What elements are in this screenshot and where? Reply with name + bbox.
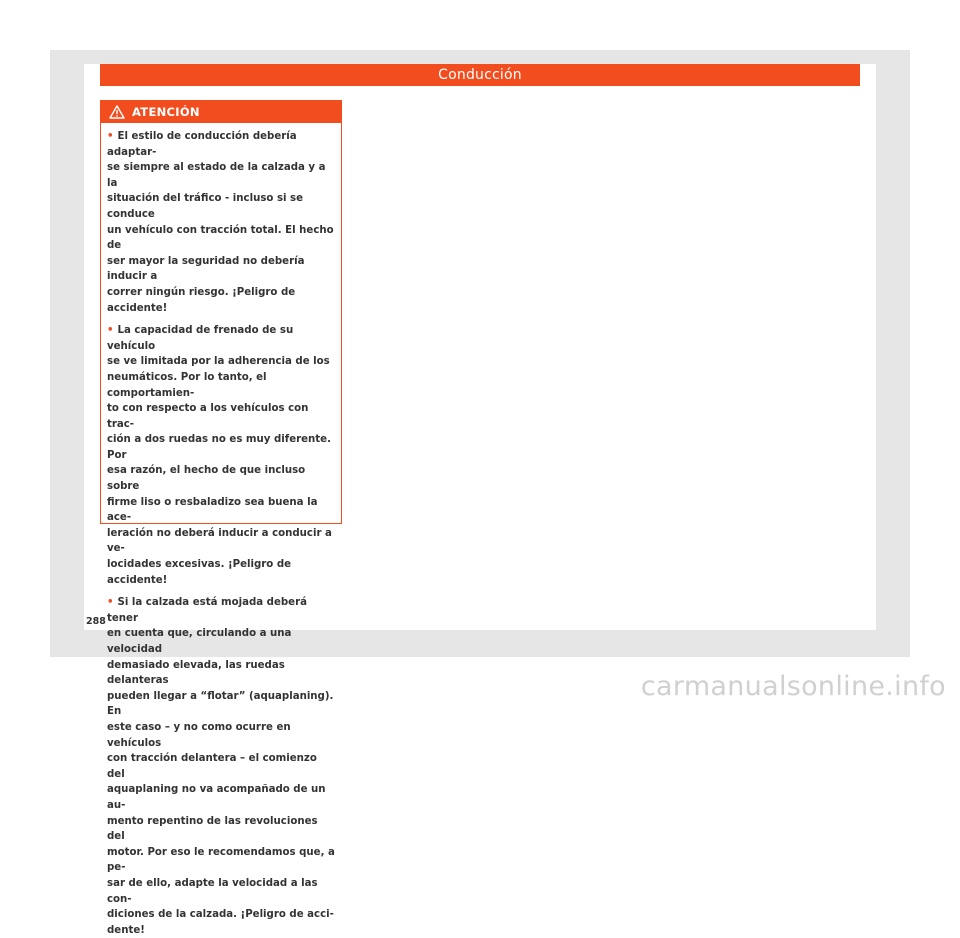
- warning-triangle-icon: [109, 105, 125, 119]
- warning-line: mento repentino de las revoluciones del: [107, 815, 318, 843]
- watermark: carmanualsonline.info: [640, 671, 946, 702]
- warning-line: neumáticos. Por lo tanto, el comportamien-: [107, 371, 267, 399]
- warning-line: en cuenta que, circulando a una velocidad: [107, 628, 292, 655]
- warning-line: se siempre al estado de la calzada y a la: [107, 162, 326, 189]
- warning-line: locidades excesivas. ¡Peligro de accidente!: [107, 559, 292, 586]
- warning-line: motor. Por eso le recomendamos que, a pe-: [107, 846, 335, 874]
- warning-header: [101, 101, 341, 123]
- warning-line: un vehículo con tracción total. El hecho de: [107, 224, 334, 252]
- bullet: •: [107, 597, 114, 609]
- warning-line: se ve limitada por la adherencia de los: [107, 356, 330, 368]
- warning-line: dente!: [107, 924, 145, 936]
- warning-line: to con respecto a los vehículos con trac-: [107, 403, 309, 430]
- warning-line: con tracción delantera – el comienzo del: [107, 753, 317, 780]
- warning-line: firme liso o resbaladizo sea buena la ace-: [107, 496, 318, 524]
- warning-line: sar de ello, adapte la velocidad a las con-: [107, 877, 318, 905]
- warning-line: aquaplaning no va acompañado de un au-: [107, 784, 326, 811]
- warning-box: [100, 100, 342, 936]
- section-title: Conducción: [438, 67, 522, 83]
- warning-line: diciones de la calzada. ¡Peligro de acci-: [107, 909, 334, 921]
- warning-line: La capacidad de frenado de su vehículo: [107, 325, 294, 352]
- section-header: [100, 64, 860, 86]
- warning-line: ción a dos ruedas no es muy diferente. Por: [107, 434, 331, 461]
- warning-line: leración no deberá inducir a conducir a ve-: [107, 527, 332, 555]
- warning-line: Si la calzada está mojada deberá tener: [107, 597, 307, 624]
- warning-label: ATENCIÓN: [132, 105, 200, 119]
- warning-item: [107, 323, 335, 588]
- bullet: •: [107, 131, 114, 142]
- warning-line: ser mayor la seguridad no debería inducir a: [107, 255, 305, 283]
- warning-line: este caso – y no como ocurre en vehículos: [107, 721, 291, 749]
- warning-item: [107, 595, 335, 938]
- warning-line: El estilo de conducción debería adaptar-: [107, 131, 297, 158]
- bullet: •: [107, 325, 114, 337]
- warning-body: [101, 123, 341, 938]
- warning-line: demasiado elevada, las ruedas delanteras: [107, 659, 285, 687]
- warning-line: correr ningún riesgo. ¡Peligro de accidente!: [107, 286, 296, 314]
- warning-line: situación del tráfico - incluso si se conduce: [107, 193, 304, 220]
- warning-line: esa razón, el hecho de que incluso sobre: [107, 465, 306, 493]
- warning-item: [107, 129, 335, 316]
- page-number: 288: [86, 616, 106, 627]
- warning-line: pueden llegar a “flotar” (aquaplaning). En: [107, 690, 334, 718]
